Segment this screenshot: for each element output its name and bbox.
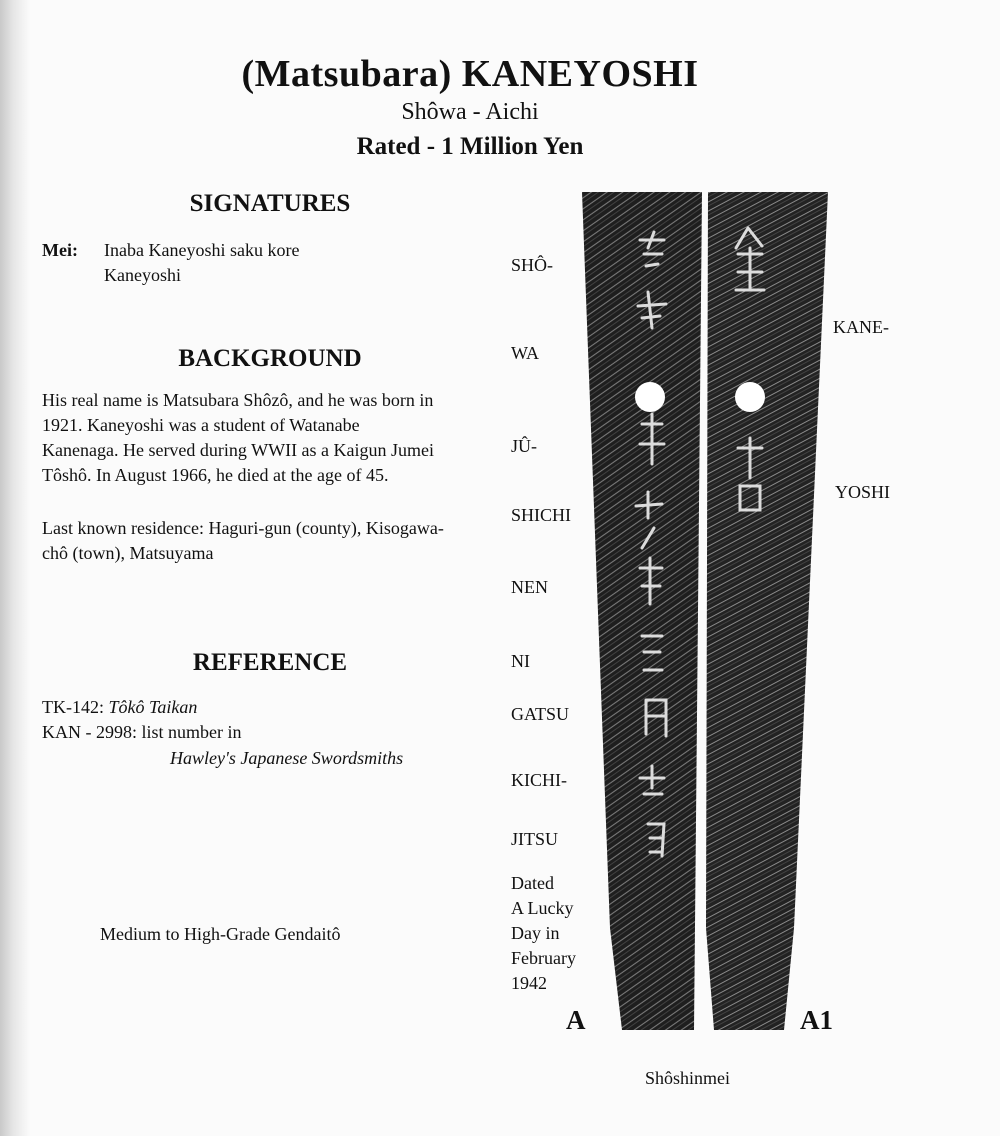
signatures-heading: SIGNATURES [189, 190, 351, 217]
image-caption: Shôshinmei [645, 1068, 731, 1088]
page-subtitle: Shôwa - Aichi [401, 99, 539, 125]
date-label: Dated [511, 873, 554, 893]
reference-heading: REFERENCE [192, 649, 348, 676]
reading-label: KANE- [833, 317, 889, 337]
background-line: Tôshô. In August 1966, he died at the age of 45. [42, 465, 389, 485]
page-title: (Matsubara) KANEYOSHI [241, 53, 699, 95]
reading-label: WA [511, 343, 539, 363]
date-label: 1942 [511, 973, 547, 993]
left-tang [582, 192, 702, 1030]
date-label: A Lucky [511, 898, 574, 918]
mei-line-1: Inaba Kaneyoshi saku kore [104, 240, 300, 260]
background-line: 1921. Kaneyoshi was a student of Watanabe [42, 415, 360, 435]
reading-label: SHICHI [511, 505, 572, 525]
residence-line: Last known residence: Haguri-gun (county), Kisogawa- [42, 518, 444, 538]
mei-line-2: Kaneyoshi [104, 265, 181, 285]
tang-label-a1: A1 [800, 1005, 833, 1035]
reading-label: NI [511, 651, 530, 671]
reference-kan-prefix: KAN - 2998: list number in [42, 722, 242, 742]
reading-label: SHÔ- [511, 255, 554, 275]
binding-shadow [0, 0, 30, 1136]
mekugi-ana-left [635, 382, 665, 412]
reference-tk [42, 695, 197, 720]
reading-label: KICHI- [511, 770, 567, 790]
reading-label: YOSHI [835, 482, 891, 502]
right-tang [706, 192, 828, 1030]
reading-label: GATSU [511, 704, 570, 724]
tang-rubbing-image [578, 188, 830, 1048]
grade-note: Medium to High-Grade Gendaitô [100, 924, 341, 944]
date-label: February [511, 948, 576, 968]
date-label: Day in [511, 923, 560, 943]
reading-label: NEN [511, 577, 548, 597]
reading-label: JITSU [511, 829, 559, 849]
tang-label-a: A [566, 1005, 586, 1035]
background-heading: BACKGROUND [178, 345, 362, 372]
mei-label: Mei: [42, 240, 78, 260]
reading-label: JÛ- [511, 436, 537, 456]
residence-line: chô (town), Matsuyama [42, 543, 214, 563]
mekugi-ana-right [735, 382, 765, 412]
reference-kan-title: Hawley's Japanese Swordsmiths [170, 748, 404, 768]
background-line: Kanenaga. He served during WWII as a Kaigun Jumei [42, 440, 435, 460]
reference-tk-title: Tôkô Taikan [108, 697, 198, 717]
rating-line: Rated - 1 Million Yen [356, 133, 584, 160]
background-line: His real name is Matsubara Shôzô, and he was born in [42, 390, 434, 410]
reference-tk-prefix: TK-142: [42, 697, 104, 717]
